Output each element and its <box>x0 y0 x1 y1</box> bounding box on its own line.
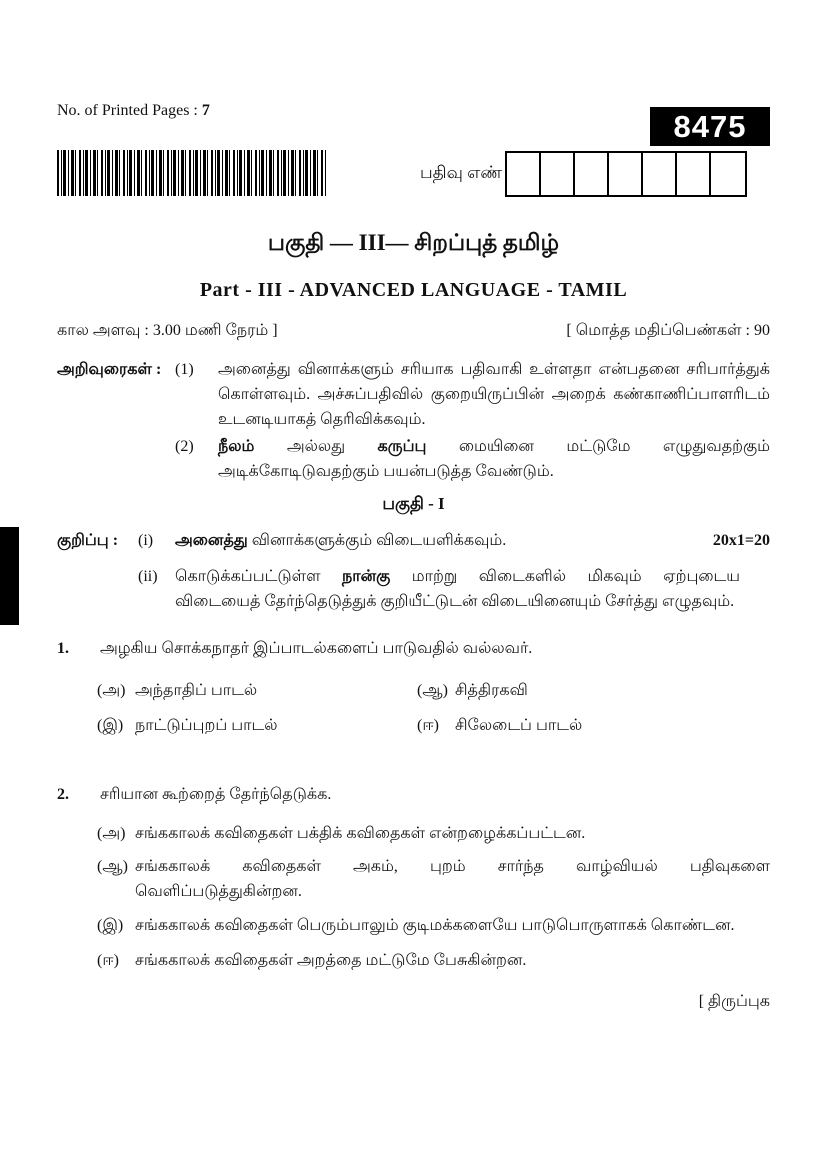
q2-option-i-text: சங்ககாலக் கவிதைகள் பெரும்பாலும் குடிமக்களையே பாடுபொருளாகக் கொண்டன. <box>135 917 735 934</box>
option-aa-label: (ஆ) <box>417 682 448 699</box>
instruction-item-1 <box>57 357 770 432</box>
register-number-label: பதிவு எண் <box>420 163 502 182</box>
q2-option-ii-label: (ஈ) <box>97 952 119 969</box>
register-digit-cell <box>541 153 575 195</box>
option-i <box>97 713 417 738</box>
q2-option-aa-label: (ஆ) <box>97 858 128 875</box>
question-1 <box>57 636 770 661</box>
question-2-text: சரியான கூற்றைத் தேர்ந்தெடுக்க. <box>100 786 332 803</box>
option-a-text: அந்தாதிப் பாடல் <box>135 682 258 699</box>
option-ii-label: (ஈ) <box>417 717 439 734</box>
question-2-number: 2. <box>57 786 69 803</box>
maximum-marks: [ மொத்த மதிப்பெண்கள் : 90 <box>566 322 770 339</box>
note-heading: குறிப்பு : <box>57 532 119 549</box>
instructions-heading: அறிவுரைகள் : <box>57 361 162 378</box>
turn-over-note: [ திருப்புக <box>698 993 770 1010</box>
instruction-1-text: அனைத்து வினாக்களும் சரியாக பதிவாகி உள்ளதா என்பதனை சரிபார்த்துக் கொள்ளவும். அச்சுப்பதிவில் குறையிருப்பின் அறைக் கண்காணிப்பாளரிடம் உடனடியாகத் தெரிவிக்கவும். <box>218 361 770 428</box>
option-aa <box>417 678 770 703</box>
instruction-item-2 <box>57 434 770 484</box>
part-1-heading: பகுதி - I <box>382 494 445 513</box>
register-digit-cell <box>507 153 541 195</box>
question-1-options <box>97 678 770 738</box>
q2-option-a <box>97 821 770 846</box>
note-2-text: கொடுக்கப்பட்டுள்ள நான்கு மாற்று விடைகளில் மிகவும் ஏற்புடைய விடையைத் தேர்ந்தெடுத்துக் குறியீட்டுடன் விடையினையும் சேர்த்து எழுதவும். <box>175 568 741 610</box>
time-marks-row <box>57 318 770 343</box>
option-ii-text: சிலேடைப் பாடல் <box>455 717 583 734</box>
option-ii <box>417 713 770 738</box>
note-item-2 <box>57 564 770 614</box>
q2-option-a-label: (அ) <box>97 825 126 842</box>
q2-option-a-text: சங்ககாலக் கவிதைகள் பக்திக் கவிதைகள் என்றழைக்கப்பட்டன. <box>135 825 586 842</box>
printed-pages-note <box>57 102 210 120</box>
paper-content <box>57 224 770 1014</box>
paper-title-english: Part - III - ADVANCED LANGUAGE - TAMIL <box>199 279 628 301</box>
register-number-row <box>420 151 747 197</box>
note-2-number: (ii) <box>138 568 158 585</box>
printed-pages-label: No. of Printed Pages : <box>57 102 198 119</box>
note-1-text: அனைத்து வினாக்களுக்கும் விடையளிக்கவும். <box>175 532 507 549</box>
question-1-text: அழகிய சொக்கநாதர் இப்பாடல்களைப் பாடுவதில் வல்லவர். <box>100 640 533 657</box>
paper-code-value: 8475 <box>673 108 747 144</box>
time-allowed: கால அளவு : 3.00 மணி நேரம் ] <box>57 322 278 339</box>
instruction-1-number: (1) <box>175 361 194 378</box>
register-digit-cell <box>711 153 745 195</box>
note-1-number: (i) <box>138 532 154 549</box>
instruction-2-number: (2) <box>175 438 194 455</box>
option-a <box>97 678 417 703</box>
register-digit-cell <box>677 153 711 195</box>
option-aa-text: சித்திரகவி <box>455 682 528 699</box>
instruction-2-text: நீலம் அல்லது கருப்பு மையினை மட்டுமே எழுதுவதற்கும் அடிக்கோடிடுவதற்கும் பயன்படுத்த வேண்டும். <box>218 438 771 480</box>
binding-mark <box>0 527 19 625</box>
q2-option-aa <box>97 854 770 904</box>
register-digit-cell <box>575 153 609 195</box>
register-digit-cell <box>609 153 643 195</box>
option-i-text: நாட்டுப்புறப் பாடல் <box>135 717 278 734</box>
q2-option-ii-text: சங்ககாலக் கவிதைகள் அறத்தை மட்டுமே பேசுகின்றன. <box>135 952 527 969</box>
option-a-label: (அ) <box>97 682 126 699</box>
barcode <box>57 150 327 196</box>
question-1-number: 1. <box>57 640 69 657</box>
register-number-boxes <box>505 151 747 197</box>
printed-pages-value: 7 <box>201 102 210 119</box>
q2-option-i <box>97 913 770 938</box>
section-marks: 20x1=20 <box>712 532 770 549</box>
q2-option-ii <box>97 948 770 973</box>
q2-option-aa-text: சங்ககாலக் கவிதைகள் அகம், புறம் சார்ந்த வாழ்வியல் பதிவுகளை வெளிப்படுத்துகின்றன. <box>135 858 770 900</box>
paper-title-tamil: பகுதி — III— சிறப்புத் தமிழ் <box>267 230 560 255</box>
q2-option-i-label: (இ) <box>97 917 124 934</box>
option-i-label: (இ) <box>97 717 124 734</box>
note-item-1 <box>57 528 770 553</box>
paper-code-badge <box>650 107 770 146</box>
question-2 <box>57 782 770 807</box>
register-digit-cell <box>643 153 677 195</box>
